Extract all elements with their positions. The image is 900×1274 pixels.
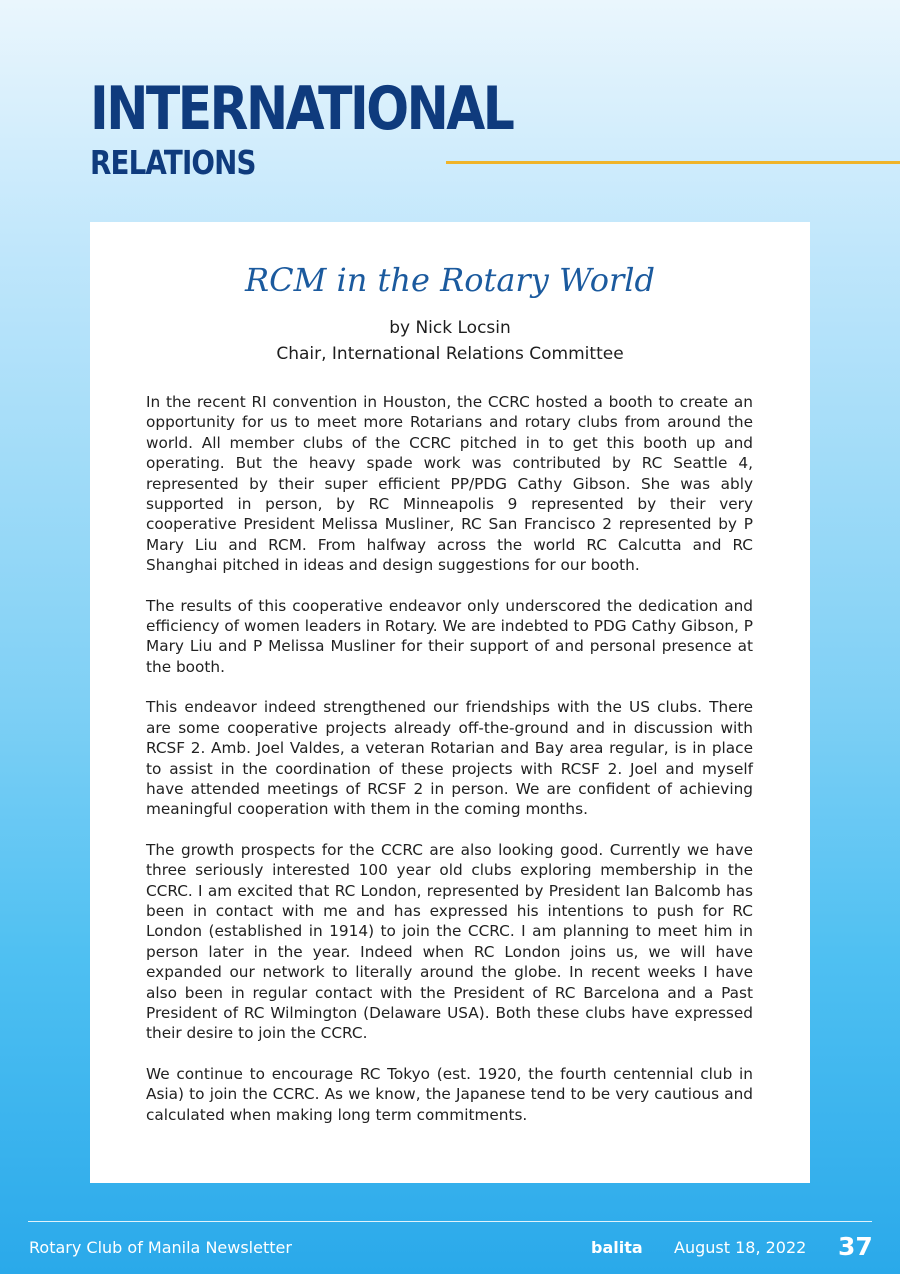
article-title: RCM in the Rotary World <box>245 261 655 299</box>
article-paragraph: The results of this cooperative endeavor only underscored the dedication and efficiency of women leaders in Rotary. We are indebted to PDG Cathy Gibson, P Mary Liu and P Melissa Musliner for their support of and personal presence at the booth. <box>146 596 753 676</box>
footer-brand: balita <box>591 1238 643 1257</box>
article-author-role: Chair, International Relations Committee <box>276 344 624 364</box>
page-number: 37 <box>838 1232 873 1261</box>
section-title: INTERNATIONAL <box>90 74 513 144</box>
article-paragraph: This endeavor indeed strengthened our friendships with the US clubs. There are some cooperative projects already off-the-ground and in discussion with RCSF 2. Amb. Joel Valdes, a veteran Rotarian and Bay area regular, is in place to assist in the coordination of these projects with RCSF 2. Joel and myself have attended meetings of RCSF 2 in person. We are confident of achieving meaningful cooperation with them in the coming months. <box>146 698 753 819</box>
section-subtitle: RELATIONS <box>90 143 256 182</box>
gold-divider <box>446 161 900 164</box>
article-paragraph: The growth prospects for the CCRC are also looking good. Currently we have three seriously interested 100 year old clubs exploring membership in the CCRC. I am excited that RC London, represented by President Ian Balcomb has been in contact with me and has expressed his intentions to push for RC London (established in 1914) to join the CCRC. I am planning to meet him in person later in the year. Indeed when RC London joins us, we will have expanded our network to literally around the globe. In recent weeks I have also been in regular contact with the President of RC Barcelona and a Past President of RC Wilmington (Delaware USA). Both these clubs have expressed their desire to join the CCRC. <box>146 840 753 1043</box>
article-paragraph: We continue to encourage RC Tokyo (est. 1920, the fourth centennial club in Asia) to join the CCRC. As we know, the Japanese tend to be very cautious and calculated when making long term commitments. <box>146 1064 753 1124</box>
article-paragraph: In the recent RI convention in Houston, the CCRC hosted a booth to create an opportunity for us to meet more Rotarians and rotary clubs from around the world. All member clubs of the CCRC pitched in to get this booth up and operating. But the heavy spade work was contributed by RC Seattle 4, represented by their super efficient PP/PDG Cathy Gibson. She was ably supported in person, by RC Minneapolis 9 represented by their very cooperative President Melissa Musliner, RC San Francisco 2 represented by P Mary Liu and RCM. From halfway across the world RC Calcutta and RC Shanghai pitched in ideas and design suggestions for our booth. <box>146 393 753 575</box>
article-author: by Nick Locsin <box>389 318 511 338</box>
footer-divider <box>28 1221 872 1222</box>
footer-date: August 18, 2022 <box>674 1238 807 1257</box>
footer-publication: Rotary Club of Manila Newsletter <box>29 1238 292 1257</box>
article-body <box>146 392 753 1145</box>
